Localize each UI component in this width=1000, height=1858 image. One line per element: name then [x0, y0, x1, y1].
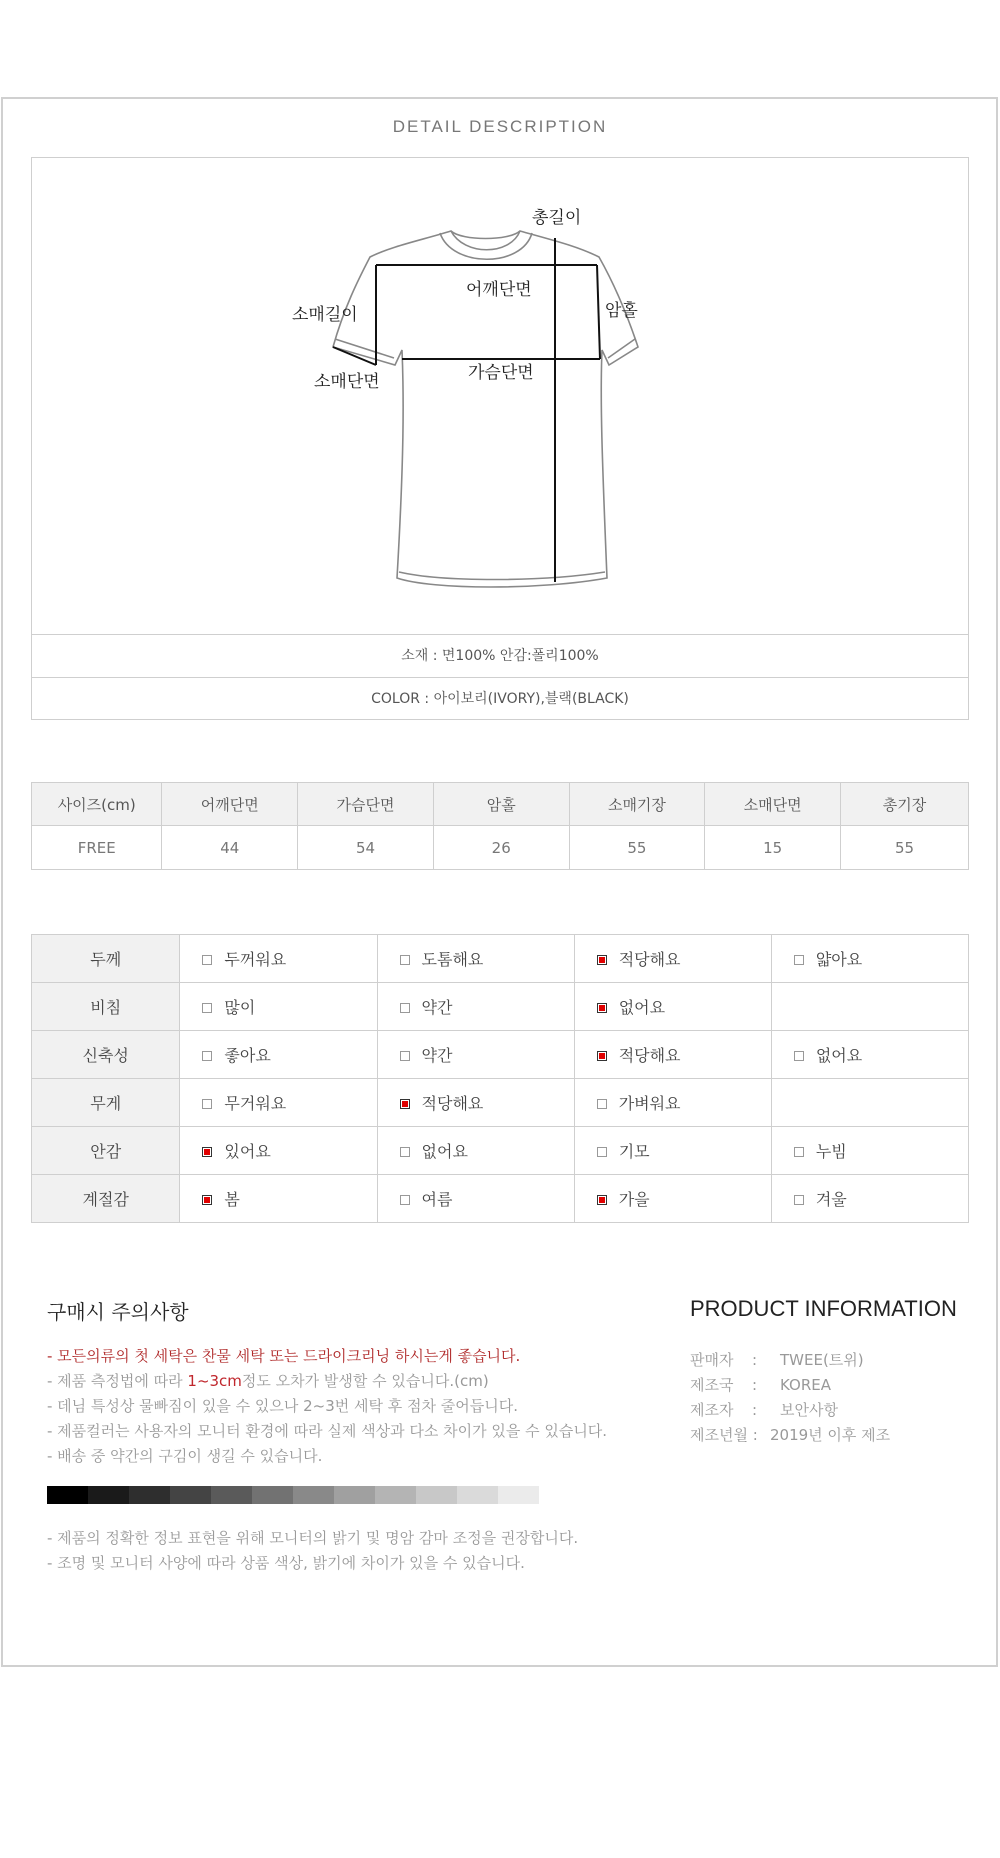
fabric-option-label: 무거워요 — [224, 1094, 287, 1113]
fabric-option — [180, 1175, 377, 1223]
fabric-table — [31, 934, 969, 1223]
checked-box-icon — [202, 1147, 212, 1157]
fabric-option — [377, 935, 574, 983]
fabric-option — [377, 1079, 574, 1127]
note-text: 정도 오차가 발생할 수 있습니다.(cm) — [241, 1372, 489, 1390]
info-colon: : — [752, 1351, 758, 1369]
size-header-cell: 가슴단면 — [298, 783, 434, 826]
checked-box-icon — [597, 1051, 607, 1061]
fabric-option — [771, 983, 968, 1031]
product-info-row — [690, 1348, 890, 1373]
fabric-option — [574, 983, 771, 1031]
fabric-option — [377, 983, 574, 1031]
fabric-option — [771, 1031, 968, 1079]
unchecked-box-icon — [794, 1195, 804, 1205]
info-key: 제조년월 : — [690, 1426, 758, 1444]
product-info-row — [690, 1373, 890, 1398]
material-text: 소재 : 면100% 안감:폴리100% — [401, 648, 599, 664]
info-value: KOREA — [780, 1376, 831, 1394]
size-header-cell: 소매단면 — [705, 783, 841, 826]
fabric-option — [180, 983, 377, 1031]
note-line — [47, 1369, 607, 1394]
note-line: - 조명 및 모니터 사양에 따라 상품 색상, 밝기에 차이가 있을 수 있습니다. — [47, 1554, 525, 1572]
unchecked-box-icon — [400, 1147, 410, 1157]
fabric-option — [377, 1031, 574, 1079]
unchecked-box-icon — [202, 1099, 212, 1109]
unchecked-box-icon — [400, 1003, 410, 1013]
checked-box-icon — [400, 1099, 410, 1109]
tshirt-diagram — [32, 158, 968, 634]
fabric-option-label: 가을 — [618, 1190, 650, 1209]
fabric-attribute-name: 안감 — [32, 1127, 180, 1175]
fabric-option — [180, 1079, 377, 1127]
fabric-option — [771, 1079, 968, 1127]
grayscale-swatch — [457, 1486, 498, 1504]
material-row — [32, 634, 968, 677]
fabric-option-label: 적당해요 — [618, 950, 681, 969]
fabric-option — [377, 1127, 574, 1175]
fabric-option-label: 없어요 — [815, 1046, 863, 1065]
note-text: - 제품 측정법에 따라 — [47, 1372, 188, 1390]
fabric-attribute-name: 두께 — [32, 935, 180, 983]
fabric-option — [771, 935, 968, 983]
unchecked-box-icon — [794, 1051, 804, 1061]
unchecked-box-icon — [202, 1003, 212, 1013]
notes-list — [47, 1344, 607, 1469]
checked-box-icon — [597, 1195, 607, 1205]
info-value: 2019년 이후 제조 — [770, 1426, 891, 1444]
table-row — [32, 935, 969, 983]
fabric-option-label: 도톰해요 — [421, 950, 484, 969]
tshirt-hem — [399, 572, 605, 580]
table-row — [32, 983, 969, 1031]
monitor-notes — [47, 1526, 578, 1576]
grayscale-swatch — [293, 1486, 334, 1504]
fabric-option — [377, 1175, 574, 1223]
grayscale-swatch — [498, 1486, 539, 1504]
note-line: - 배송 중 약간의 구김이 생길 수 있습니다. — [47, 1447, 323, 1465]
fabric-option-label: 가벼워요 — [618, 1094, 681, 1113]
table-row — [32, 1127, 969, 1175]
fabric-attribute-name: 계절감 — [32, 1175, 180, 1223]
table-row — [32, 1079, 969, 1127]
info-value: 보안사항 — [780, 1401, 838, 1419]
info-value: TWEE(트위) — [780, 1351, 864, 1369]
tshirt-sleeve-cuff-left — [335, 339, 394, 358]
label-sleeve-length: 소매길이 — [292, 305, 358, 325]
product-info-list — [690, 1348, 890, 1448]
fabric-attribute-name: 비침 — [32, 983, 180, 1031]
info-key: 제조국 — [690, 1376, 734, 1394]
note-line: - 데님 특성상 물빠짐이 있을 수 있으나 2~3번 세탁 후 점차 줄어듭니다. — [47, 1397, 519, 1415]
fabric-option-label: 좋아요 — [224, 1046, 271, 1065]
unchecked-box-icon — [202, 955, 212, 965]
size-cell: 55 — [569, 826, 705, 870]
fabric-option — [574, 1079, 771, 1127]
size-cell: FREE — [32, 826, 162, 870]
unchecked-box-icon — [400, 1051, 410, 1061]
notes-title: 구매시 주의사항 — [47, 1300, 189, 1324]
tshirt-sleeve-cuff-right — [608, 339, 635, 358]
grayscale-swatch — [170, 1486, 211, 1504]
size-cell: 15 — [705, 826, 841, 870]
fabric-option-label: 약간 — [421, 998, 453, 1017]
product-info-row — [690, 1398, 890, 1423]
fabric-option-label: 없어요 — [421, 1142, 468, 1161]
size-header-cell: 어깨단면 — [162, 783, 298, 826]
fabric-option — [574, 1127, 771, 1175]
unchecked-box-icon — [202, 1051, 212, 1061]
fabric-option-label: 많이 — [224, 998, 256, 1017]
fabric-option-label: 두꺼워요 — [224, 950, 287, 969]
info-key: 제조자 — [690, 1401, 734, 1419]
table-row — [32, 1175, 969, 1223]
size-header-cell: 암홀 — [433, 783, 569, 826]
checked-box-icon — [202, 1195, 212, 1205]
grayscale-swatch — [129, 1486, 170, 1504]
tshirt-neck-rib — [451, 231, 520, 250]
fabric-option — [574, 935, 771, 983]
size-header-cell: 총기장 — [841, 783, 969, 826]
product-info-row — [690, 1423, 890, 1448]
note-line: - 제품컬러는 사용자의 모니터 환경에 따라 실제 색상과 다소 차이가 있을 수 있습니다. — [47, 1422, 608, 1440]
fabric-option-label: 적당해요 — [421, 1094, 484, 1113]
fabric-option-label: 얇아요 — [815, 950, 863, 969]
grayscale-swatch — [211, 1486, 252, 1504]
color-text: COLOR : 아이보리(IVORY),블랙(BLACK) — [371, 691, 629, 707]
fabric-option — [771, 1127, 968, 1175]
table-row — [32, 826, 969, 870]
label-shoulder: 어깨단면 — [466, 280, 532, 300]
fabric-option-label: 여름 — [421, 1190, 453, 1209]
fabric-option-label: 있어요 — [224, 1142, 271, 1161]
grayscale-swatch — [88, 1486, 129, 1504]
size-cell: 54 — [298, 826, 434, 870]
tshirt-neckline — [440, 233, 532, 259]
fabric-option — [180, 935, 377, 983]
grayscale-bar — [47, 1486, 539, 1504]
note-line: - 모든의류의 첫 세탁은 찬물 세탁 또는 드라이크리닝 하시는게 좋습니다. — [47, 1347, 521, 1365]
fabric-option-label: 봄 — [224, 1190, 240, 1209]
unchecked-box-icon — [794, 955, 804, 965]
size-diagram-box — [31, 157, 969, 720]
label-armhole: 암홀 — [605, 301, 638, 321]
fabric-option-label: 없어요 — [618, 998, 666, 1017]
product-info-title: PRODUCT INFORMATION — [690, 1296, 957, 1321]
fabric-option-label: 겨울 — [815, 1190, 847, 1209]
fabric-option-label: 기모 — [618, 1142, 650, 1161]
fabric-option — [180, 1031, 377, 1079]
fabric-option-label: 누빔 — [815, 1142, 847, 1161]
fabric-option — [574, 1175, 771, 1223]
fabric-option — [574, 1031, 771, 1079]
size-table — [31, 782, 969, 870]
size-table-header — [32, 783, 969, 826]
page-title: DETAIL DESCRIPTION — [392, 117, 608, 136]
unchecked-box-icon — [400, 1195, 410, 1205]
size-cell: 55 — [841, 826, 969, 870]
armhole-line — [597, 265, 600, 359]
grayscale-swatch — [47, 1486, 88, 1504]
info-key: 판매자 — [690, 1351, 734, 1369]
fabric-option — [771, 1175, 968, 1223]
color-row — [32, 677, 968, 720]
checked-box-icon — [597, 955, 607, 965]
grayscale-swatch — [416, 1486, 457, 1504]
grayscale-swatch — [252, 1486, 293, 1504]
fabric-option — [180, 1127, 377, 1175]
label-sleeve-width: 소매단면 — [314, 372, 380, 392]
checked-box-icon — [597, 1003, 607, 1013]
fabric-option-label: 적당해요 — [618, 1046, 681, 1065]
label-chest: 가슴단면 — [468, 363, 534, 383]
size-cell: 26 — [433, 826, 569, 870]
table-row — [32, 1031, 969, 1079]
note-line: - 제품의 정확한 정보 표현을 위해 모니터의 밝기 및 명암 감마 조정을 권장합니다. — [47, 1529, 579, 1547]
size-header-cell: 사이즈(cm) — [32, 783, 162, 826]
note-highlight: 1~3cm — [187, 1372, 242, 1390]
fabric-attribute-name: 무게 — [32, 1079, 180, 1127]
fabric-attribute-name: 신축성 — [32, 1031, 180, 1079]
label-total-length: 총길이 — [532, 208, 582, 228]
size-cell: 44 — [162, 826, 298, 870]
grayscale-swatch — [375, 1486, 416, 1504]
grayscale-swatch — [334, 1486, 375, 1504]
unchecked-box-icon — [597, 1147, 607, 1157]
unchecked-box-icon — [597, 1099, 607, 1109]
size-header-cell: 소매기장 — [569, 783, 705, 826]
unchecked-box-icon — [400, 955, 410, 965]
info-colon: : — [752, 1401, 758, 1419]
unchecked-box-icon — [794, 1147, 804, 1157]
info-colon: : — [752, 1376, 758, 1394]
fabric-option-label: 약간 — [421, 1046, 453, 1065]
